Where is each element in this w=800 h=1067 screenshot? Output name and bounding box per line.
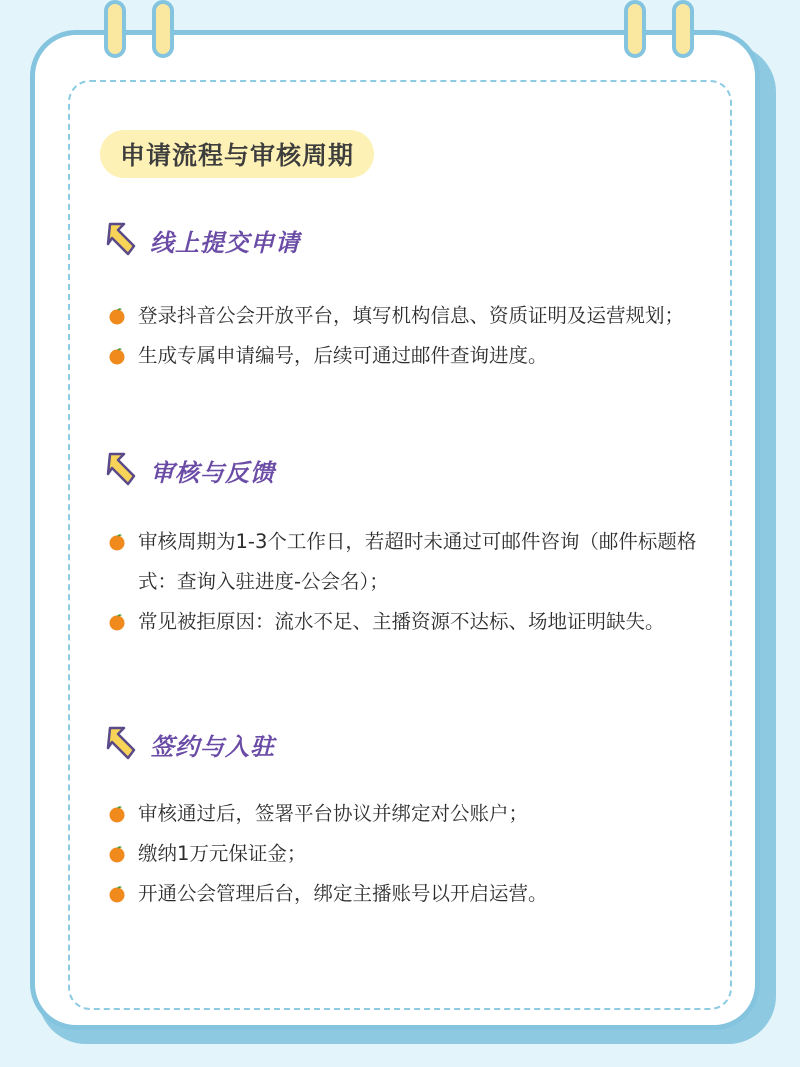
section-list-3: [108, 794, 708, 914]
orange-fruit-icon: [108, 805, 126, 823]
binder-ring-icon: [104, 0, 126, 58]
title-badge: [100, 130, 374, 178]
section-heading-3: [104, 724, 275, 764]
list-item: [108, 602, 708, 642]
list-item: [108, 874, 708, 914]
list-item: [108, 296, 708, 336]
list-item: [108, 794, 708, 834]
orange-fruit-icon: [108, 533, 126, 551]
orange-fruit-icon: [108, 347, 126, 365]
hand-pointer-arrow-icon: [104, 450, 140, 490]
list-item-text: 常见被拒原因：流水不足、主播资源不达标、场地证明缺失。: [138, 610, 665, 633]
list-item: [108, 834, 708, 874]
binder-ring-icon: [624, 0, 646, 58]
binder-ring-icon: [152, 0, 174, 58]
list-item-text: 审核周期为1-3个工作日，若超时未通过可邮件咨询（邮件标题格式：查询入驻进度-公会名）；: [138, 530, 697, 593]
list-item-text: 生成专属申请编号，后续可通过邮件查询进度。: [138, 344, 548, 367]
list-item: [108, 336, 708, 376]
section-heading-text: 审核与反馈: [150, 458, 275, 487]
list-item: [108, 522, 708, 602]
section-heading-text: 签约与入驻: [150, 732, 275, 761]
hand-pointer-arrow-icon: [104, 724, 140, 764]
list-item-text: 审核通过后，签署平台协议并绑定对公账户；: [138, 802, 529, 825]
list-item-text: 缴纳1万元保证金；: [138, 842, 307, 865]
section-list-1: [108, 296, 708, 376]
list-item-text: 登录抖音公会开放平台，填写机构信息、资质证明及运营规划；: [138, 304, 685, 327]
orange-fruit-icon: [108, 613, 126, 631]
orange-fruit-icon: [108, 845, 126, 863]
hand-pointer-arrow-icon: [104, 220, 140, 260]
section-list-2: [108, 522, 708, 642]
list-item-text: 开通公会管理后台，绑定主播账号以开启运营。: [138, 882, 548, 905]
orange-fruit-icon: [108, 885, 126, 903]
section-heading-1: [104, 220, 300, 260]
section-heading-2: [104, 450, 275, 490]
section-heading-text: 线上提交申请: [150, 228, 300, 257]
binder-ring-icon: [672, 0, 694, 58]
orange-fruit-icon: [108, 307, 126, 325]
page-title: 申请流程与审核周期: [120, 141, 355, 170]
